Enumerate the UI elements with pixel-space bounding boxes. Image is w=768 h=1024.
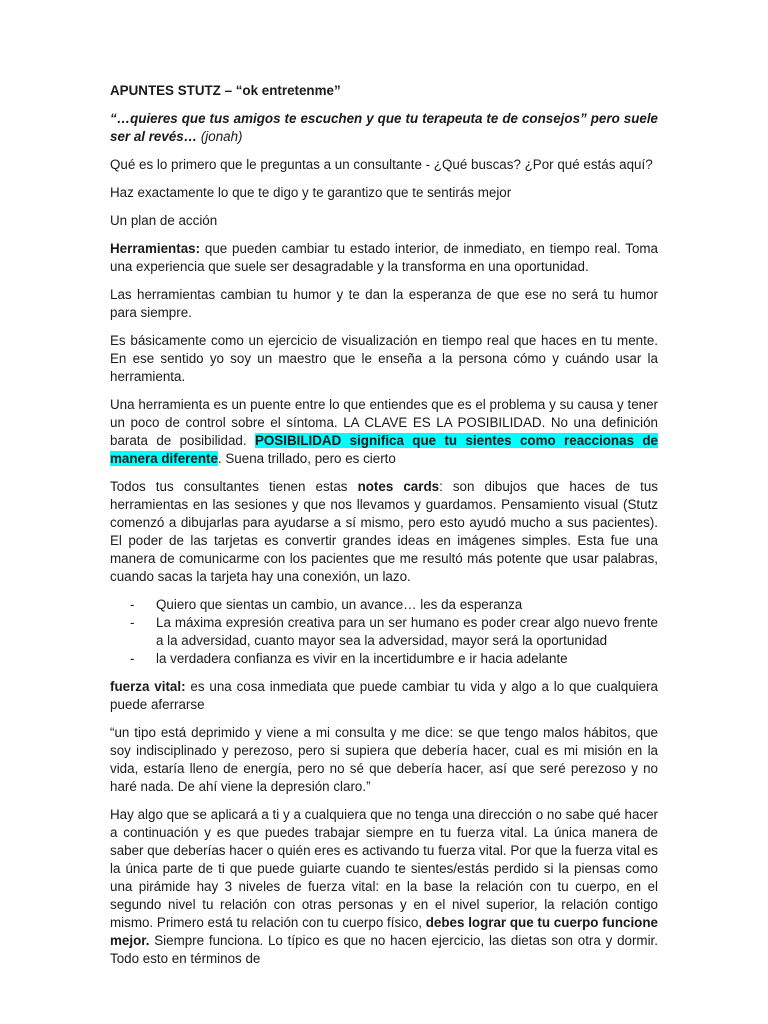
pyramid-text-after: Siempre funciona. Lo típico es que no hacen ejercicio, las dietas son otra y dormir. Todo esto en términos de <box>110 933 658 966</box>
life-force-text: es una cosa inmediata que puede cambiar tu vida y algo a lo que cualquiera puede aferrarse <box>110 679 658 712</box>
notes-cards-text-before: Todos tus consultantes tienen estas <box>110 479 358 494</box>
notes-cards-label: notes cards <box>357 479 440 494</box>
opening-quote <box>110 110 658 146</box>
pyramid-bold-text: debes lograr que tu cuerpo funcione mejor. <box>110 915 658 948</box>
paragraph-life-force <box>110 678 658 714</box>
list-item-text: La máxima expresión creativa para un ser humano es poder crear algo nuevo frente a la adversidad, cuanto mayor sea la adversidad, mayor será la oportunidad <box>156 615 658 648</box>
dash-marker: - <box>130 597 135 612</box>
document-page <box>110 82 658 978</box>
dash-marker: - <box>130 615 135 630</box>
paragraph-guarantee: Haz exactamente lo que te digo y te garantizo que te sentirás mejor <box>110 185 512 200</box>
dash-marker: - <box>130 651 135 666</box>
notes-cards-text-after: : son dibujos que haces de tus herramientas en las sesiones y que nos llevamos y guardamos. Pensamiento visual (Stutz comenzó a dibujarlas para ayudarse a sí mismo, pero esto ayudó mucho a sus pacientes). El poder de las tarjetas es convertir grandes ideas en imágenes simples. Esta fue una manera de comunicarme con los pacientes que me resultó más potente que usar palabras, cuando sacas la tarjeta hay una conexión, un lazo. <box>110 479 658 584</box>
paragraph-plan: Un plan de acción <box>110 213 218 228</box>
paragraph-tools-mood: Las herramientas cambian tu humor y te dan la esperanza de que ese no será tu humor para siempre. <box>110 287 658 320</box>
list-item <box>110 650 658 668</box>
paragraph-tools <box>110 240 658 276</box>
list-item <box>110 596 658 614</box>
paragraph-question: Qué es lo primero que le preguntas a un consultante - ¿Qué buscas? ¿Por qué estás aquí? <box>110 157 653 172</box>
pyramid-text-before: Hay algo que se aplicará a ti y a cualquiera que no tenga una dirección o no sabe qué hacer a continuación y es que puedes trabajar siempre en tu fuerza vital. La única manera de saber que deberías hacer o quién eres es activando tu fuerza vital. Por que la fuerza vital es la única parte de ti que puede guiarte cuando te sientes/estás perdido si la piensas como una pirámide hay 3 niveles de fuerza vital: en la base la relación con tu cuerpo, en el segundo nivel tu relación con otras personas y en el nivel superior, la relación contigo mismo. Primero está tu relación con tu cuerpo físico, <box>110 807 658 930</box>
list-item-text: Quiero que sientas un cambio, un avance… les da esperanza <box>156 597 523 612</box>
paragraph-visualization: Es básicamente como un ejercicio de visualización en tiempo real que haces en tu mente. En ese sentido yo soy un maestro que le enseña a la persona cómo y cuándo usar la herramienta. <box>110 333 658 384</box>
possibility-text-before: Una herramienta es un puente entre lo que entiendes que es el problema y su causa y tener un poco de control sobre el síntoma. LA CLAVE ES LA POSIBILIDAD. No una definición barata de posibilidad. <box>110 397 658 448</box>
paragraph-possibility <box>110 396 658 468</box>
paragraph-pyramid <box>110 806 658 968</box>
quote-text: “…quieres que tus amigos te escuchen y que tu terapeuta te de consejos” pero suele ser al revés… <box>110 111 658 144</box>
tools-text: que pueden cambiar tu estado interior, de inmediato, en tiempo real. Toma una experiencia que suele ser desagradable y la transforma en una oportunidad. <box>110 241 658 274</box>
list-item <box>110 614 658 650</box>
quote-attribution: (jonah) <box>197 129 243 144</box>
possibility-highlight: POSIBILIDAD significa que tu sientes como reaccionas de manera diferente <box>110 433 658 466</box>
dash-list <box>110 596 658 668</box>
tools-label: Herramientas: <box>110 241 201 256</box>
paragraph-notes-cards <box>110 478 658 586</box>
life-force-label: fuerza vital: <box>110 679 186 694</box>
paragraph-depressed-patient: “un tipo está deprimido y viene a mi consulta y me dice: se que tengo malos hábitos, que soy indisciplinado y perezoso, pero si supiera que debería hacer, cual es mi misión en la vida, estaría lleno de energía, pero no sé que debería hacer, así que seré perezoso y no haré nada. De ahí viene la depresión claro.” <box>110 725 658 794</box>
possibility-text-after: . Suena trillado, pero es cierto <box>217 451 396 466</box>
list-item-text: la verdadera confianza es vivir en la incertidumbre e ir hacia adelante <box>156 651 568 666</box>
document-title: APUNTES STUTZ – “ok entretenme” <box>110 83 341 98</box>
